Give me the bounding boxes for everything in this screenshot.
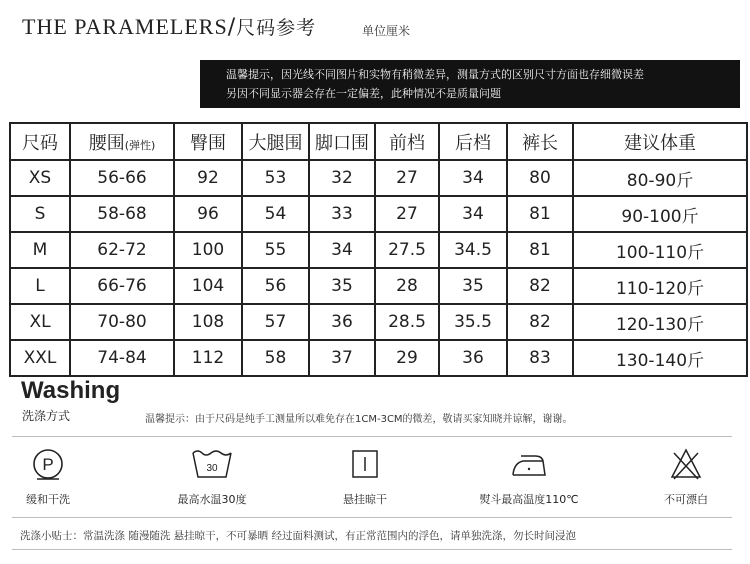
cell-leg-opening: 35 <box>309 268 375 304</box>
header-size: 尺码 <box>10 123 70 160</box>
care-item-hang-dry <box>330 447 400 507</box>
header-waist-note: (弹性) <box>124 138 156 152</box>
cell-waist: 74-84 <box>70 340 174 376</box>
header-leg-opening: 脚口围 <box>309 123 375 160</box>
care-label-hang-dry: 悬挂晾干 <box>343 493 387 506</box>
header-front-rise: 前档 <box>375 123 439 160</box>
care-label-dry-clean: 缓和干洗 <box>26 493 70 506</box>
washing-subtitle: 洗涤方式 <box>22 409 71 423</box>
cell-hip: 112 <box>174 340 242 376</box>
cell-front-rise: 27 <box>375 196 439 232</box>
no-bleach-icon <box>669 447 703 481</box>
cell-waist: 62-72 <box>70 232 174 268</box>
care-item-no-bleach <box>652 447 720 507</box>
cell-leg-opening: 32 <box>309 160 375 196</box>
cell-back-rise: 34 <box>439 160 507 196</box>
cell-weight: 110-120斤 <box>573 268 747 304</box>
notice-line-2: 另因不同显示器会存在一定偏差，此种情况不是质量问题 <box>226 87 501 100</box>
cell-leg-opening: 36 <box>309 304 375 340</box>
notice-line-1: 温馨提示，因光线不同图片和实物有稍微差异，测量方式的区别尺寸方面也存细微误差 <box>226 68 644 81</box>
cell-hip: 108 <box>174 304 242 340</box>
header-hip: 臀围 <box>174 123 242 160</box>
wash-30-icon <box>190 447 234 481</box>
cell-weight: 80-90斤 <box>573 160 747 196</box>
cell-length: 82 <box>507 268 573 304</box>
header-waist <box>70 123 174 160</box>
cell-waist: 70-80 <box>70 304 174 340</box>
table-row <box>10 196 747 232</box>
dry-clean-p-icon <box>31 447 65 481</box>
divider <box>12 436 732 437</box>
title-chinese: 尺码参考 <box>236 17 317 39</box>
cell-back-rise: 34.5 <box>439 232 507 268</box>
cell-hip: 100 <box>174 232 242 268</box>
cell-front-rise: 27.5 <box>375 232 439 268</box>
cell-front-rise: 29 <box>375 340 439 376</box>
cell-back-rise: 35 <box>439 268 507 304</box>
cell-thigh: 58 <box>242 340 309 376</box>
cell-length: 80 <box>507 160 573 196</box>
cell-thigh: 55 <box>242 232 309 268</box>
cell-weight: 90-100斤 <box>573 196 747 232</box>
care-item-iron <box>475 447 583 507</box>
care-item-dry-clean <box>14 447 82 507</box>
cell-weight: 100-110斤 <box>573 232 747 268</box>
cell-size: XL <box>10 304 70 340</box>
cell-hip: 96 <box>174 196 242 232</box>
unit-label: 单位厘米 <box>362 24 411 38</box>
cell-hip: 104 <box>174 268 242 304</box>
cell-back-rise: 34 <box>439 196 507 232</box>
notice-banner <box>200 60 740 108</box>
care-label-no-bleach: 不可漂白 <box>664 493 708 506</box>
cell-length: 83 <box>507 340 573 376</box>
header-waist-label: 腰围 <box>88 132 125 154</box>
washing-title: Washing <box>21 377 121 404</box>
divider <box>12 517 732 518</box>
cell-back-rise: 36 <box>439 340 507 376</box>
table-header-row <box>10 123 747 160</box>
header-length: 裤长 <box>507 123 573 160</box>
hang-dry-icon <box>348 447 382 481</box>
cell-size: L <box>10 268 70 304</box>
washing-tip: 温馨提示：由于尺码是纯手工测量所以难免存在1CM-3CM的微差，敬请买家知晓并谅解，谢谢。 <box>145 414 573 425</box>
cell-hip: 92 <box>174 160 242 196</box>
cell-leg-opening: 37 <box>309 340 375 376</box>
page-title <box>22 13 316 40</box>
cell-back-rise: 35.5 <box>439 304 507 340</box>
care-label-iron: 熨斗最高温度110℃ <box>479 493 579 506</box>
iron-icon <box>509 447 549 481</box>
table-row <box>10 232 747 268</box>
divider <box>12 549 732 550</box>
cell-size: S <box>10 196 70 232</box>
table-row <box>10 304 747 340</box>
care-item-wash-temp <box>166 447 258 507</box>
cell-length: 81 <box>507 196 573 232</box>
title-english: THE PARAMELERS <box>22 14 228 39</box>
cell-thigh: 53 <box>242 160 309 196</box>
cell-length: 82 <box>507 304 573 340</box>
cell-size: XS <box>10 160 70 196</box>
cell-front-rise: 27 <box>375 160 439 196</box>
cell-thigh: 56 <box>242 268 309 304</box>
header-thigh: 大腿围 <box>242 123 309 160</box>
cell-weight: 130-140斤 <box>573 340 747 376</box>
svg-text:P: P <box>42 455 54 474</box>
cell-front-rise: 28.5 <box>375 304 439 340</box>
size-table <box>9 122 748 377</box>
header-weight: 建议体重 <box>573 123 747 160</box>
wash-temp-text: 30 <box>206 463 218 474</box>
cell-size: XXL <box>10 340 70 376</box>
table-row <box>10 160 747 196</box>
header-back-rise: 后档 <box>439 123 507 160</box>
cell-thigh: 54 <box>242 196 309 232</box>
cell-length: 81 <box>507 232 573 268</box>
cell-weight: 120-130斤 <box>573 304 747 340</box>
cell-leg-opening: 33 <box>309 196 375 232</box>
cell-waist: 56-66 <box>70 160 174 196</box>
cell-front-rise: 28 <box>375 268 439 304</box>
cell-waist: 66-76 <box>70 268 174 304</box>
care-label-wash-temp: 最高水温30度 <box>177 493 247 506</box>
table-row <box>10 268 747 304</box>
cell-thigh: 57 <box>242 304 309 340</box>
table-row <box>10 340 747 376</box>
cell-waist: 58-68 <box>70 196 174 232</box>
cell-size: M <box>10 232 70 268</box>
cell-leg-opening: 34 <box>309 232 375 268</box>
washing-note: 洗涤小贴士：常温洗涤 随漫随洗 悬挂晾干，不可暴晒 经过面料测试，有正常范围内的浮色，请单独洗涤，勿长时间浸泡 <box>20 530 577 542</box>
title-separator: / <box>227 15 237 40</box>
